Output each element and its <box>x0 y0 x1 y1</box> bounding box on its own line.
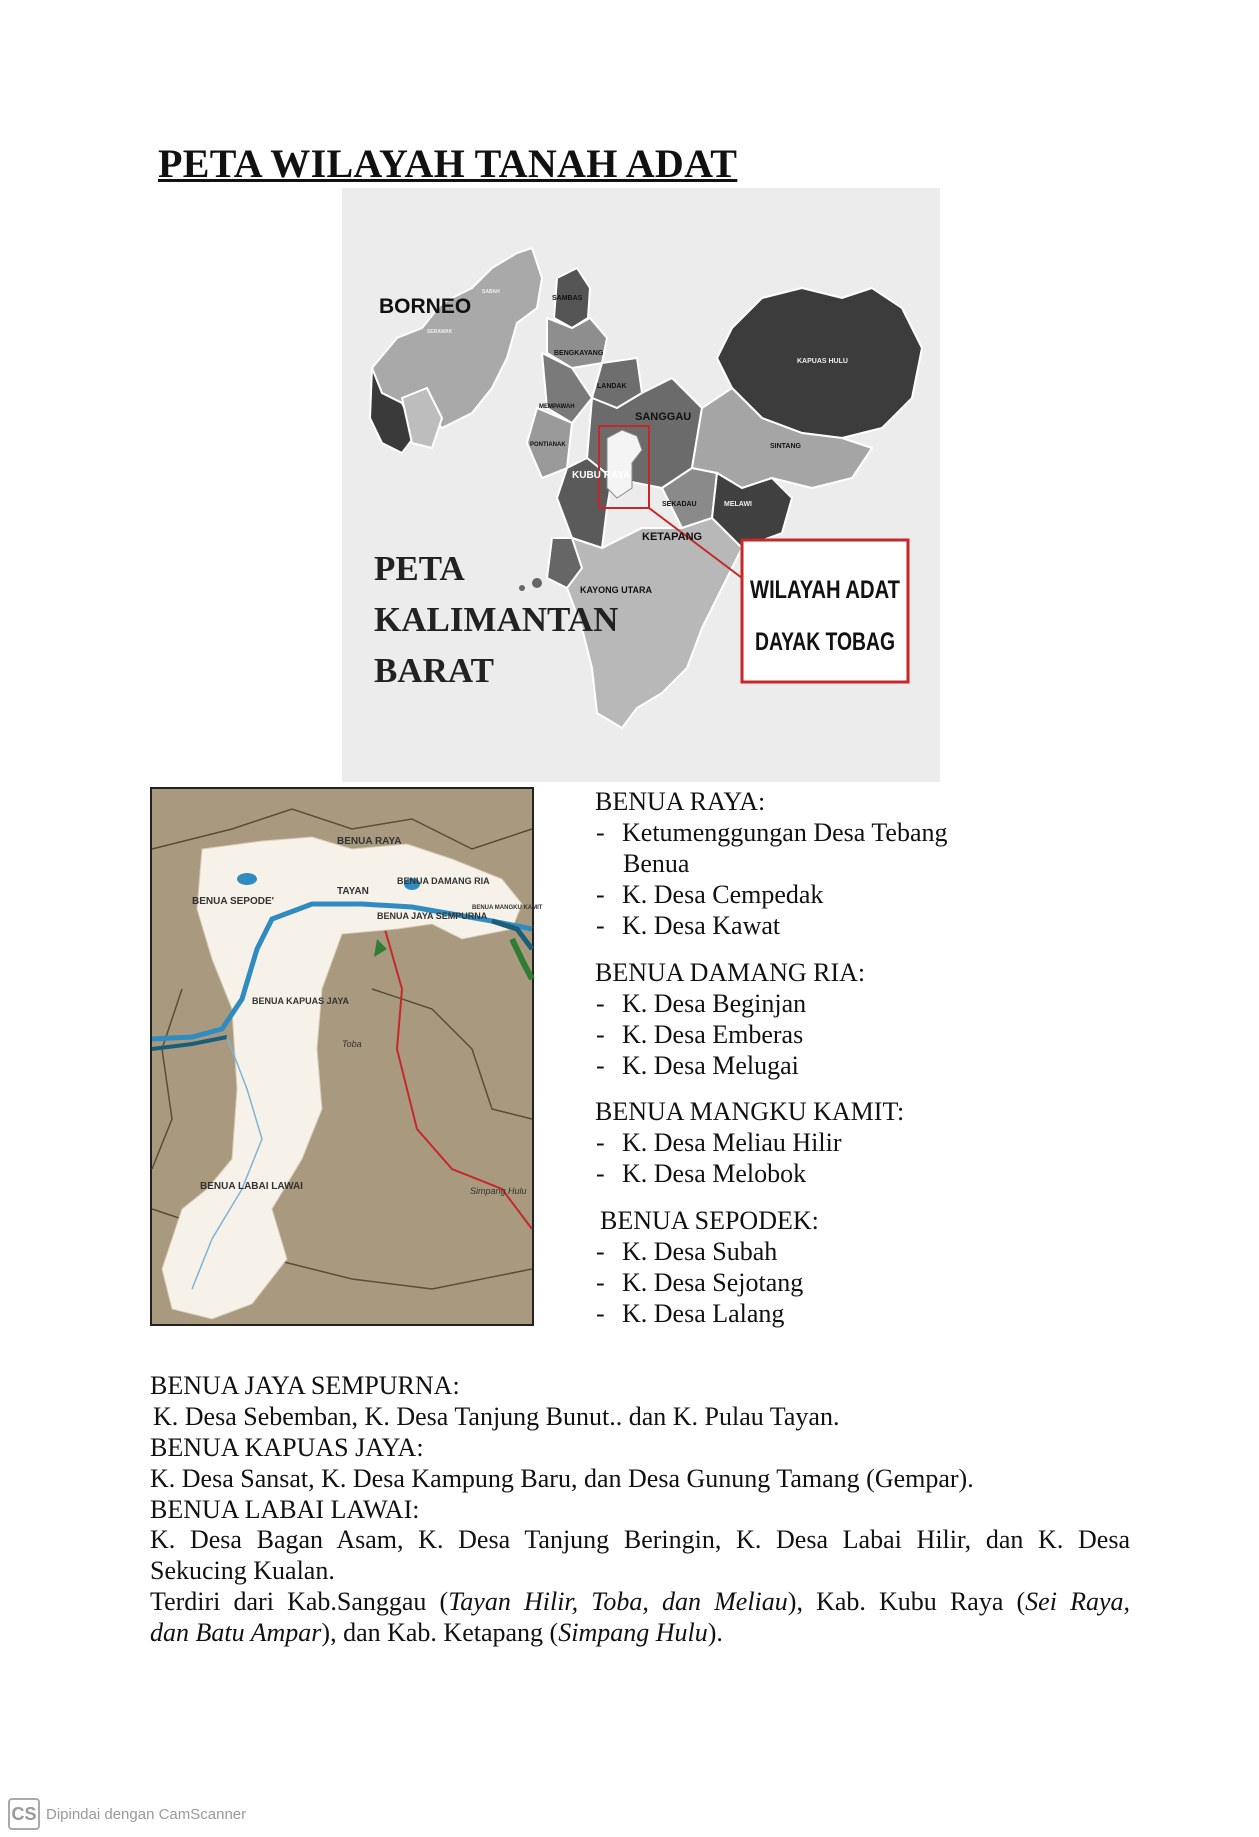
map-title-line-3: BARAT <box>374 651 494 690</box>
map-label-damang-ria: BENUA DAMANG RIA <box>397 876 490 886</box>
serawak-label: SERAWAK <box>427 329 453 335</box>
terdiri-line-1: Terdiri dari Kab.Sanggau (Tayan Hilir, Toba, dan Meliau), Kab. Kubu Raya (Sei Raya, <box>150 1587 1130 1616</box>
map-label-sepode: BENUA SEPODE' <box>192 896 275 907</box>
camscanner-footer <box>8 1798 246 1830</box>
benua-sepodek-title: BENUA SEPODEK: <box>600 1206 819 1235</box>
bengkayang-label: BENGKAYANG <box>554 350 604 357</box>
sabah-label: SABAH <box>482 289 500 295</box>
callout-line-1: WILAYAH ADAT <box>750 576 900 604</box>
list-item-continuation: Benua <box>623 849 690 878</box>
borneo-label: BORNEO <box>379 295 472 318</box>
map-label-toba: Toba <box>342 1039 362 1049</box>
map-label-kapuas-jaya: BENUA KAPUAS JAYA <box>252 996 350 1006</box>
camscanner-logo-icon: CS <box>8 1798 40 1830</box>
map-label-benua-raya: BENUA RAYA <box>337 836 402 847</box>
callout-line-2: DAYAK TOBAG <box>755 628 895 656</box>
wilayah-adat-map <box>150 787 543 1326</box>
mempawah-label: MEMPAWAH <box>539 404 575 410</box>
melawi-label: MELAWI <box>724 501 752 508</box>
list-item: - K. Desa Melobok <box>596 1159 807 1188</box>
kapuas-jaya-title: BENUA KAPUAS JAYA: <box>150 1433 424 1462</box>
benua-raya-title: BENUA RAYA: <box>595 787 766 816</box>
kubu-raya-label: KUBU RAYA <box>572 470 631 481</box>
list-item: - K. Desa Melugai <box>596 1051 799 1080</box>
sanggau-label: SANGGAU <box>635 411 692 423</box>
map-title-line-2: KALIMANTAN <box>374 600 619 639</box>
list-item: - Ketumenggungan Desa Tebang <box>596 818 948 847</box>
map-label-simpang-hulu: Simpang Hulu <box>470 1186 527 1196</box>
sekadau-label: SEKADAU <box>662 501 697 508</box>
labai-lawai-text-line-1: K. Desa Bagan Asam, K. Desa Tanjung Beringin, K. Desa Labai Hilir, dan K. Desa <box>150 1525 1130 1554</box>
map-label-mangku-kamit: BENUA MANGKU KAMIT <box>472 905 543 911</box>
landak-label: LANDAK <box>597 383 627 390</box>
page-title: PETA WILAYAH TANAH ADAT <box>158 141 738 186</box>
sambas-label: SAMBAS <box>552 295 583 302</box>
list-item: - K. Desa Beginjan <box>596 989 807 1018</box>
terdiri-line-2: dan Batu Ampar), dan Kab. Ketapang (Simpang Hulu). <box>150 1618 723 1647</box>
list-item: - K. Desa Cempedak <box>596 880 824 909</box>
list-item: - K. Desa Lalang <box>596 1299 785 1328</box>
map-label-labai-lawai: BENUA LABAI LAWAI <box>200 1181 303 1192</box>
benua-damang-ria-title: BENUA DAMANG RIA: <box>595 958 866 987</box>
list-item: - K. Desa Emberas <box>596 1020 804 1049</box>
list-item: - K. Desa Subah <box>596 1237 778 1266</box>
sintang-label: SINTANG <box>770 443 801 450</box>
kapuas-jaya-text: K. Desa Sansat, K. Desa Kampung Baru, dan Desa Gunung Tamang (Gempar). <box>150 1464 974 1493</box>
list-item: - K. Desa Sejotang <box>596 1268 804 1297</box>
labai-lawai-text-line-2: Sekucing Kualan. <box>150 1556 335 1585</box>
camscanner-text: Dipindai dengan CamScanner <box>46 1805 247 1823</box>
pontianak-label: PONTIANAK <box>530 442 566 448</box>
map-label-tayan: TAYAN <box>337 886 369 897</box>
ketapang-label: KETAPANG <box>642 531 703 543</box>
kayong-utara-label: KAYONG UTARA <box>580 585 653 595</box>
jaya-sempurna-title: BENUA JAYA SEMPURNA: <box>150 1371 460 1400</box>
kalbar-map <box>342 188 940 782</box>
benua-mangku-kamit-title: BENUA MANGKU KAMIT: <box>595 1097 905 1126</box>
kapuas-hulu-label: KAPUAS HULU <box>797 358 848 365</box>
bottom-paragraphs <box>150 1370 1130 1525</box>
jaya-sempurna-text: K. Desa Sebemban, K. Desa Tanjung Bunut.. dan K. Pulau Tayan. <box>153 1402 840 1431</box>
map-title-line-1: PETA <box>374 549 465 588</box>
list-item: - K. Desa Kawat <box>596 911 781 940</box>
list-item: - K. Desa Meliau Hilir <box>596 1128 842 1157</box>
map-label-jaya-sempurna: BENUA JAYA SEMPURNA <box>377 911 488 921</box>
labai-lawai-title: BENUA LABAI LAWAI: <box>150 1495 420 1524</box>
